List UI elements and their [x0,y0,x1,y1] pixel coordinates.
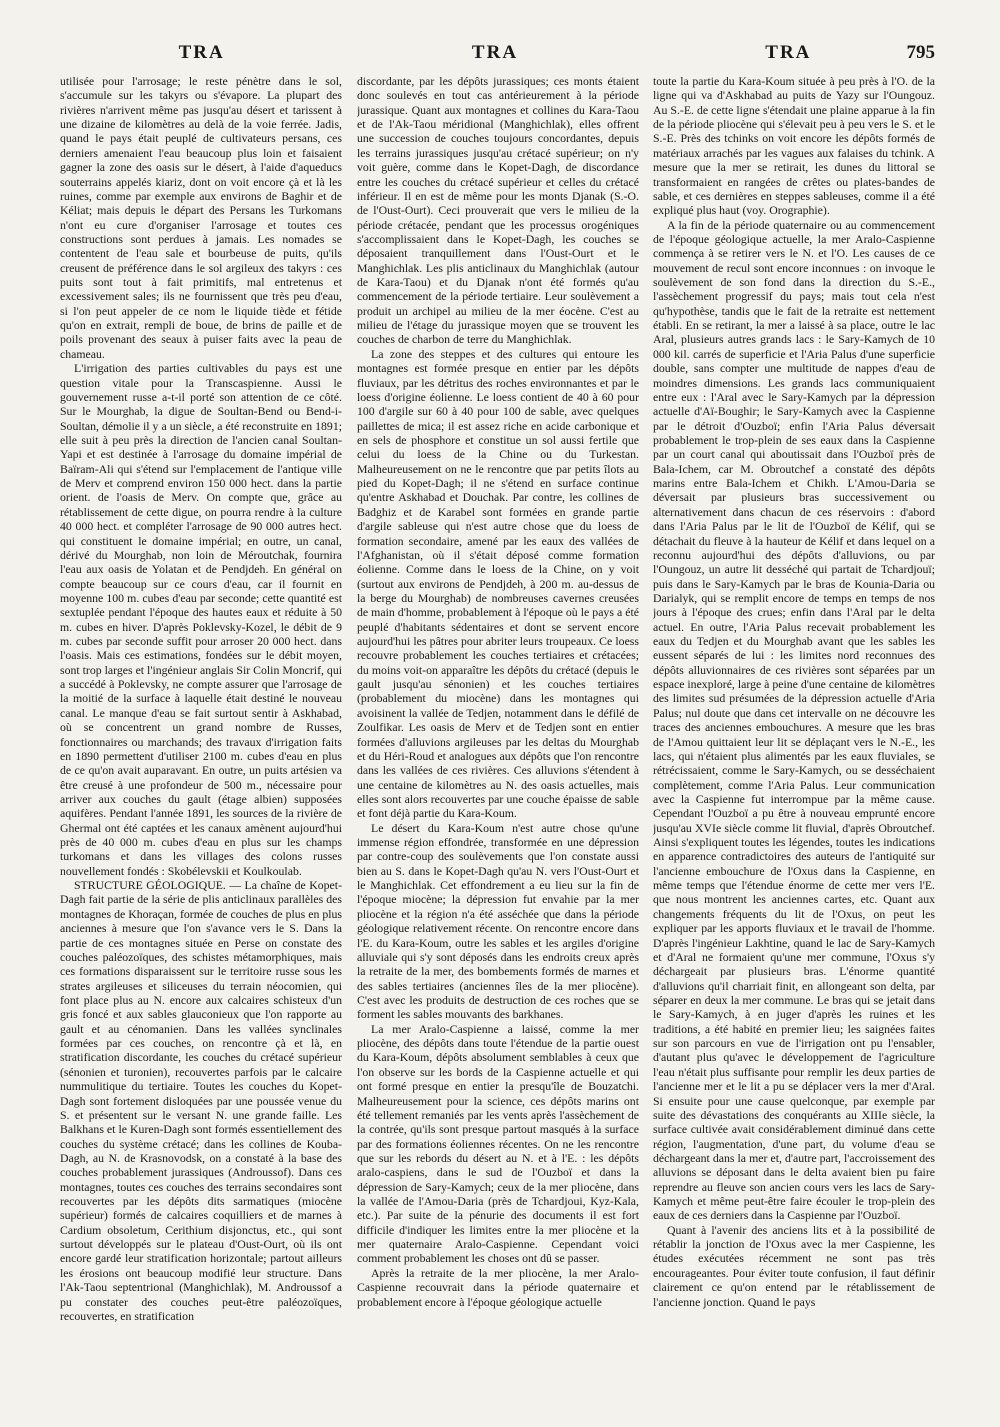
paragraph: Quant à l'avenir des anciens lits et à la possibilité de rétablir la jonction de l'Oxus avec la mer Caspienne, les études exécutées récemment ne sont pas très encourageantes. Pour éviter toute confusion, il faut définir clairement ce qu'on entend par le rétablissement de l'ancienne jonction. Quand le pays [653,1222,935,1309]
paragraph: La zone des steppes et des cultures qui entoure les montagnes est formée presque en entier par les dépôts fluviaux, par les détritus des roches environnantes et par le loess d'origine éolienne. Le loess contient de 40 à 60 pour 100 d'argile sur 60 à 40 pour 100 de sable, avec quelques paillettes de mica; il est assez riche en acide carbonique et en sels de phosphore et constitue un sol aussi fertile que celui du loess de la Chine ou du Turkestan. Malheureusement on ne le rencontre que par petits îlots au pied du Kopet-Dagh; il ne s'étend en surface continue qu'entre Askhabad et Douchak. Par contre, les collines de Badghiz et de Karabel sont formées en grande partie d'argile sableuse qui n'est autre chose que du loess de formation secondaire, amené par les eaux des vallées de l'Afghanistan, où il s'était déposé comme formation éolienne. Comme dans le loess de la Chine, on y voit (surtout aux environs de Pendjdeh, à 200 m. au-dessus de la berge du Mourghab) de nombreuses cavernes creusées de main d'homme, probablement à l'époque où le pays a été peuplé d'habitants sédentaires et dont se servent encore aujourd'hui les pâtres pour abriter leurs troupeaux. Ce loess recouvre probablement les couches tertiaires et crétacées; du moins voit-on apparaître les dépôts du crétacé (depuis le gault jusqu'au sénonien) et les couches tertiaires (probablement du miocène) dans les montagnes qui avoisinent la vallée de Tedjen, notamment dans le défilé de Zoulfikar. Les oasis de Merv et de Tedjen sont en entier formées d'alluvions argileuses par les deltas du Mourghab et du Héri-Roud et analogues aux dépôts que l'on rencontre dans les vallées de ces rivières. Ces alluvions s'étendent à une centaine de kilomètres au N. des oasis actuelles, mais elles sont alors recouvertes par une couche épaisse de sable et font déjà partie du Kara-Koum. [357,346,639,821]
paragraph: A la fin de la période quaternaire ou au commencement de l'époque géologique actuelle, la mer Aralo-Caspienne commença à se retirer vers le N. et l'O. Les causes de ce mouvement de recul sont encore inconnues : on invoque le soulèvement de son fond dans la direction du S.-E., l'assèchement progressif du pays; mais tout cela n'est qu'hypothèse, tandis que le fait de la retraite est nettement établi. En se retirant, la mer a laissé à sa place, outre le lac Aral, plusieurs autres grands lacs : le Sary-Kamych de 10 000 kil. carrés de superficie et l'Aria Palus d'une superficie double, sans compter une multitude de nappes d'eau de moindres dimensions. Les grands lacs communiquaient entre eux : l'Aral avec le Sary-Kamych par la dépression actuelle d'Aï-Boughir; le Sary-Kamych avec la Caspienne par le détroit d'Ouzboï; enfin l'Aria Palus déversait probablement le trop-plein de ses eaux dans la Caspienne par un court canal qui aboutissait dans l'Ouzboï près de Bala-Ichem, car M. Obroutchef a constaté des dépôts marins entre Bala-Ichem et Chikh. L'Amou-Daria se déversait par plusieurs bras successivement ou alternativement dans chacun de ces réservoirs : d'abord dans l'Aria Palus par le lit de l'Ouzboï de Kélif, qui se détachait du fleuve à la hauteur de Kélif et dans lequel on a reconnu aujourd'hui des dépôts d'alluvions, ou par l'Oungouz, un autre lit desséché qui partait de Tchardjouï; puis dans le Sary-Kamych par le bras de Kounia-Daria ou Darialyk, qui se remplit encore de temps en temps de nos jours à l'époque des crues; enfin dans l'Aral par le delta actuel. En outre, l'Aria Palus recevait probablement les eaux du Tedjen et du Mourghab avant que les sables les eussent séparés de lui : les limites nord reconnues des dépôts alluvionnaires de ces rivières sont séparées par un espace inexploré, large à peine d'une centaine de kilomètres des limites sud présumées de la dépression actuelle d'Aria Palus; nul doute que dans cet intervalle on ne découvre les traces des anciennes embouchures. A mesure que les bras de l'Amou quittaient leur lit se déplaçant vers le N.-E., les lacs, qui n'étaient plus alimentés par les eaux fluviales, se rétrécissaient, comme le Sary-Kamych, ou se desséchaient complètement, comme l'Aria Palus. Leur communication avec la Caspienne fut interrompue par la même cause. Cependant l'Ouzboï a pu être à nouveau emprunté encore jusqu'au XVIe siècle comme lit fluvial, d'après Obroutchef. Ainsi s'expliquent toutes les légendes, toutes les indications en apparence contradictoires des auteurs de l'antiquité sur l'ancienne embouchure de l'Oxus dans la Caspienne, en même temps que l'étendue énorme de cette mer vers l'E. que nous montrent les anciennes cartes, etc. Quant aux changements fréquents du lit de l'Oxus, on peut les expliquer par les apports fluviaux et le travail de l'homme. D'après l'ingénieur Lakhtine, quand le lac de Sary-Kamych et d'Aral ne formaient qu'une mer commune, l'Oxus s'y déchargeait par plusieurs bras. L'énorme quantité d'alluvions qu'il charriait finit, en allongeant son delta, par séparer en deux la mer commune. Le bras qui se jetait dans le Sary-Kamych, à en juger d'après les ruines et les traditions, a été habité en premier lieu; les saignées faites sur son parcours en vue de l'irrigation ont pu l'ensabler, d'autant plus qu'avec le développement de l'agriculture l'eau n'était plus suffisante pour remplir les deux parties de l'ancienne mer et le lit a pu se déplacer vers la mer d'Aral. Si ensuite pour une cause quelconque, par exemple par suite des dévastations des conquérants au XIIIe siècle, la surface cultivée avait considérablement diminué dans cette région, l'augmentation, d'une part, du volume d'eau se déchargeant dans la mer et, d'autre part, l'accroissement des alluvions se déposant dans le delta avaient bien pu faire reprendre au fleuve son ancien cours vers les lacs de Sary-Kamych et même peut-être faire écouler le trop-plein des eaux de ces derniers dans la Caspienne par l'Ouzboï. [653,217,935,1223]
text-column-3 [653,74,935,1392]
paragraph: STRUCTURE GÉOLOGIQUE. — La chaîne de Kopet-Dagh fait partie de la série de plis anticlinaux parallèles des montagnes de Khoraçan, formée de couches de plus en plus anciennes à mesure que l'on s'avance vers le S. Dans la partie de ces montagnes située en Perse on constate des couches paléozoïques, des schistes métamorphiques, mais ces formations disparaissent sur le territoire russe sous les strates argileuses et siliceuses du terrain néocomien, qui font place plus au N. encore aux calcaires schisteux d'un gris foncé et aux sables glauconieux que l'on rapporte au gault et au cénomanien. Dans les vallées synclinales formées par ces couches, on rencontre çà et là, en stratification discordante, les couches du crétacé supérieur (sénonien et turonien), recouvertes parfois par le calcaire nummulitique du tertiaire. Toutes les couches du Kopet-Dagh sont fortement disloquées par une poussée venue du S. et présentent sur le versant N. une grande faille. Les Balkhans et le Kuren-Dagh sont formés essentiellement des couches du système crétacé; dans les collines de Kouba-Dagh, au N. de Krasnovodsk, on a constaté à la base des couches probablement jurassiques (Androussof). Dans ces montagnes, toutes ces couches des terrains secondaires sont recouvertes par les dépôts dits sarmatiques (miocène supérieur) formés de calcaires coquilliers et de marnes à Cardium obsoletum, Cerithium disjonctus, etc., qui sont surtout développés sur le plateau d'Oust-Ourt, où ils ont encore gardé leur stratification horizontale; partout ailleurs les érosions ont beaucoup modifié leur structure. Dans l'Ak-Taou septentrional (Manghichlak), M. Androussof a pu constater des couches peut-être paléozoïques, recouvertes, en stratification [60,878,342,1323]
paragraph: L'irrigation des parties cultivables du pays est une question vitale pour la Transcaspienne. Aussi le gouvernement russe a-t-il porté son attention de ce côté. Sur le Mourghab, la digue de Soultan-Bend ou Bend-i-Soultan, démolie il y a un siècle, a été reconstruite en 1891; elle suit à peu près la direction de l'ancien canal Soultan-Yapi et est destinée à l'arrosage du domaine impérial de Baïram-Ali qui s'étend sur l'emplacement de l'antique ville de Merv et comprend environ 150 000 hect. dans la partie orient. de l'oasis de Merv. On compte que, grâce au rétablissement de cette digue, on pourra rendre à la culture 40 000 hect. et compléter l'arrosage de 90 000 autres hect. qui constituent le domaine impérial; en outre, un canal, dérivé du Mourghab, non loin de Méroutchak, fournira l'eau aux oasis de Yolatan et de Pendjdeh. En général on compte beaucoup sur ce cours d'eau, car il fournit en moyenne 100 m. cubes d'eau par seconde; cette quantité est sextuplée pendant l'époque des hautes eaux et réduite à 50 m. cubes en hiver. D'après Poklevsky-Kozel, le débit de 9 m. cubes par seconde suffit pour arroser 20 000 hect. dans l'oasis. Mais ces estimations, fondées sur le débit moyen, sont trop larges et l'ingénieur anglais Sir Colin Moncrif, qui a succédé à Poklevsky, ne compte assurer que l'arrosage de la moitié de la surface à laquelle était destiné le nouveau canal. Le manque d'eau se fait surtout sentir à Askhabad, où se concentrent un grand nombre de Russes, fonctionnaires ou marchands; des travaux d'irrigation faits en 1890 permettent d'utiliser 2100 m. cubes d'eau en plus de ce qu'on avait auparavant. En outre, un puits artésien va être creusé à une profondeur de 500 m., nécessaire pour arriver aux couches du gault (étage albien) supposées aquifères. Pendant l'année 1891, les sources de la rivière de Ghermal ont été captées et les canaux amènent aujourd'hui près de 40 000 m. cubes d'eau en plus sur les champs turkomans et dans les villages des colons russes nouvellement fondés : Skobélevskii et Koulkoulab. [60,361,342,878]
paragraph: La mer Aralo-Caspienne a laissé, comme la mer pliocène, des dépôts dans toute l'étendue de la partie ouest du Kara-Koum, dépôts absolument semblables à ceux que l'on observe sur les bords de la Caspienne actuelle et qui ont formé presque en entier la presqu'île de Bouzatchi. Malheureusement pour la science, ces dépôts marins ont été tellement remaniés par les vents après l'assèchement de la contrée, qu'ils sont presque partout masqués à la surface par des formations éoliennes récentes. On ne les rencontre que sur les rebords du désert au N. et à l'E. : les dépôts aralo-caspiens, dans le sud de l'Ouzboï et dans la dépression de Sary-Kamych; ceux de la mer pliocène, dans la vallée de l'Amou-Daria (près de Tchardjoui, Kyz-Kala, etc.). Par suite de la pénurie des documents il est fort difficile d'indiquer les limites entre la mer pliocène et la mer quaternaire Aralo-Caspienne. Cependant voici comment probablement les choses ont dû se passer. [357,1021,639,1266]
paragraph: utilisée pour l'arrosage; le reste pénètre dans le sol, s'accumule sur les takyrs ou s'évapore. La plupart des rivières n'arrivent même pas jusqu'au désert et tarissent à une dizaine de kilomètres au delà de la voie ferrée. Jadis, quand le pays était peuplé de cultivateurs persans, ces derniers amenaient l'eau beaucoup plus loin et faisaient gagner la zone des oasis sur le désert, à l'aide d'aqueducs souterrains appelés kiariz, dont on voit encore çà et là les ruines, comme par exemple aux environs de Baghir et de Kéliat; mais depuis le départ des Persans les Turkomans n'ont eu cure d'organiser l'arrosage et toutes ces constructions sont perdues à jamais. Les nomades se contentent de l'eau sale et bourbeuse de puits, qu'ils creusent de préférence dans le sol argileux des takyrs : ces puits sont tout à fait primitifs, mal entretenus et excessivement sales; ils ne fournissent que très peu d'eau, si l'on peut appeler de ce nom le liquide tiède et fétide qu'on en extrait, rempli de boue, de brins de paille et de poils provenant des seaux à puiser faits avec la peau de chameau. [60,74,342,361]
header-left: TRA [178,42,225,63]
paragraph: toute la partie du Kara-Koum située à peu près à l'O. de la ligne qui va d'Askhabad au puits de Yazy sur l'Oungouz. Au S.-E. de cette ligne s'étendait une plaine apparue à la fin de la période pliocène qui s'élevait peu à peu vers le S. et le S.-E. Près des tchinks on voit encore les dépôts formés de matériaux arrachés par les vagues aux falaises du tchink. A mesure que la mer se retirait, les dunes du littoral se transformaient en rangées de crêtes ou plates-bandes de sable, et ces dernières en steppes sableuses, comme il a été expliqué plus haut (voy. Orographie). [653,74,935,218]
header-center: TRA [471,42,519,63]
page-number: 795 [906,42,935,63]
text-column-1 [60,74,342,1392]
paragraph: Après la retraite de la mer pliocène, la mer Aralo-Caspienne recouvrait dans la période quaternaire et probablement encore à l'époque géologique actuelle [357,1265,639,1309]
paragraph: discordante, par les dépôts jurassiques; ces monts étaient donc soulevés en tout cas antérieurement à la période jurassique. Quant aux montagnes et collines du Kara-Taou et de l'Ak-Taou méridional (Manghichlak), elles offrent une succession de couches toujours concordantes, depuis les terrains jurassiques jusqu'au crétacé supérieur; on n'y voit guère, comme dans le Kopet-Dagh, de discordance entre les couches du crétacé supérieur et celles du crétacé inférieur. Il en est de même pour les monts Djanak (S.-O. de l'Oust-Ourt). Ceci prouverait que vers le milieu de la période crétacée, pendant que les processus orogéniques s'accomplissaient dans le Kopet-Dagh, les couches se déposaient tranquillement dans l'Oust-Ourt et le Manghichlak. Les plis anticlinaux du Manghichlak (autour de Kara-Taou) et du Djanak n'ont été formés qu'au commencement de la période tertiaire. Leur soulèvement a produit un archipel au milieu de la mer éocène. C'est au milieu de l'étage du jurassique moyen que se trouvent les couches de charbon de terre du Manghichlak. [357,74,639,347]
header-right: TRA [765,42,812,63]
running-header [55,42,935,70]
paragraph: Le désert du Kara-Koum n'est autre chose qu'une immense région effondrée, transformée en une dépression par contre-coup des soulèvements que l'on constate aussi bien au S. dans le Kopet-Dagh qu'au N. vers l'Oust-Ourt et le Manghichlak. Cet effondrement a eu lieu sur la fin de l'époque miocène; la dépression fut envahie par la mer pliocène et la région n'a été asséchée que dans la période géologique relativement récente. On rencontre encore dans l'E. du Kara-Koum, outre les sables et les argiles d'origine alluviale qui s'y sont déposés dans les endroits creux après la retraite de la mer, des bombements formés de marnes et des sables tertiaires (anciennes îles de la mer pliocène). C'est avec les produits de destruction de ces roches que se forment les sables mouvants des barkhanes. [357,820,639,1022]
text-column-2 [357,74,639,1392]
